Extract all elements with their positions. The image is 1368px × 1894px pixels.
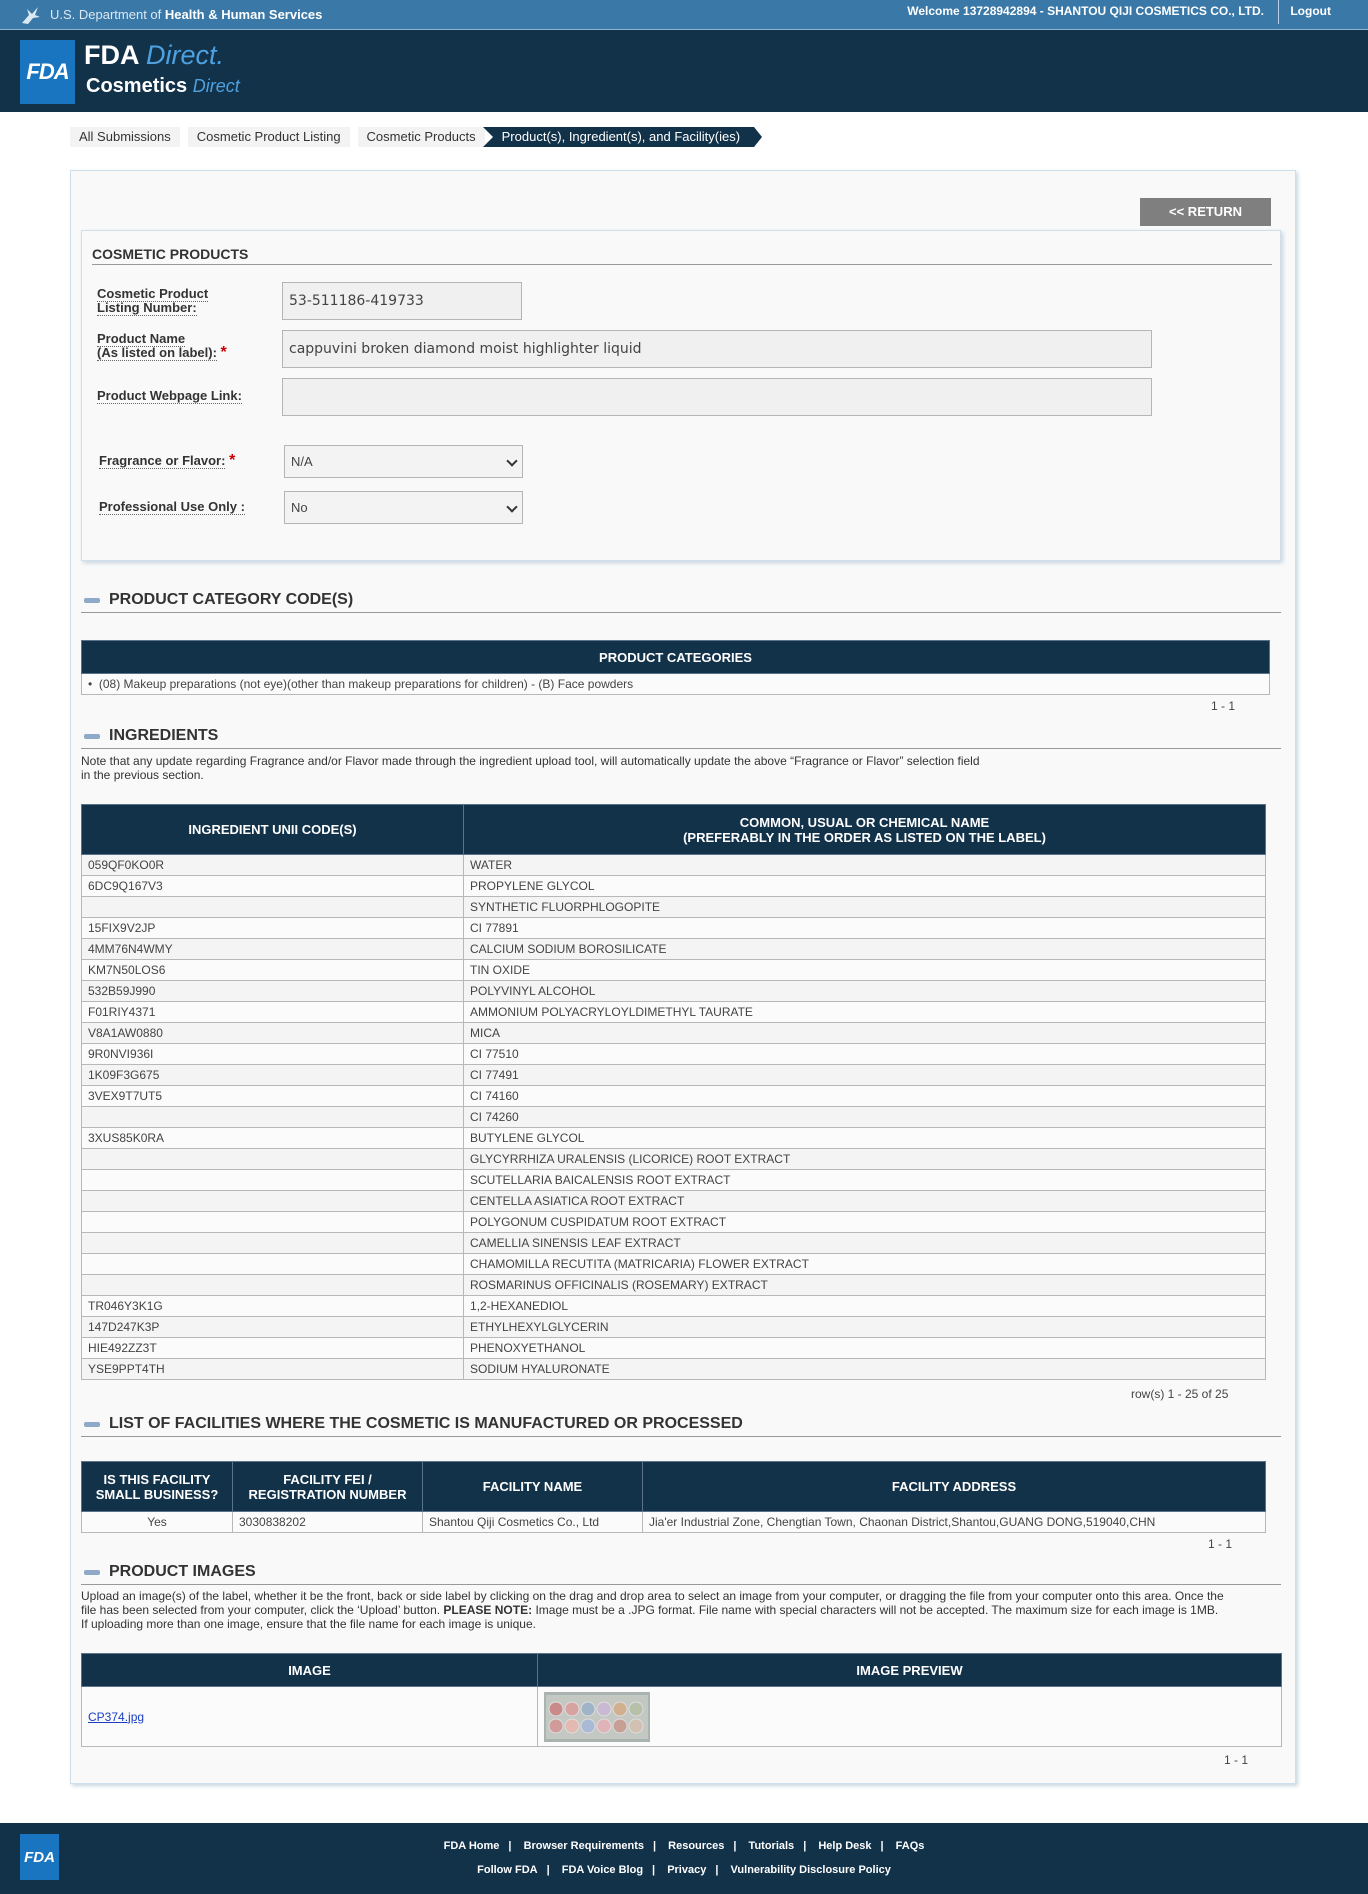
site-footer bbox=[0, 1823, 1368, 1894]
footer-links-row-1: FDA Home | Browser Requirements | Resources | Tutorials | Help Desk | FAQs bbox=[443, 1840, 925, 1852]
product-images-table bbox=[81, 1653, 1282, 1747]
unii-code-cell bbox=[82, 1212, 464, 1233]
fda-logo[interactable]: FDA bbox=[20, 40, 75, 104]
divider bbox=[1278, 0, 1279, 24]
facilities-section-header[interactable] bbox=[81, 1415, 1281, 1437]
ingredient-name-cell: 1,2-HEXANEDIOL bbox=[464, 1296, 1266, 1317]
table-row bbox=[82, 1023, 1266, 1044]
ingredients-section-header[interactable] bbox=[81, 727, 1281, 749]
footer-link-browser-requirements[interactable]: Browser Requirements bbox=[523, 1840, 644, 1852]
ingredient-name-cell: CI 74260 bbox=[464, 1107, 1266, 1128]
product-categories-table bbox=[81, 640, 1270, 695]
ingredient-name-cell: TIN OXIDE bbox=[464, 960, 1266, 981]
product-thumbnail-image[interactable] bbox=[544, 1692, 650, 1742]
column-header-image: IMAGE bbox=[82, 1654, 538, 1687]
facilities-pager: 1 - 1 bbox=[1208, 1537, 1233, 1551]
brand-fda-direct[interactable]: FDA Direct. bbox=[84, 40, 225, 70]
fei-cell: 3030838202 bbox=[233, 1512, 423, 1533]
unii-code-cell: V8A1AW0880 bbox=[82, 1023, 464, 1044]
images-pager: 1 - 1 bbox=[1224, 1753, 1249, 1767]
ingredient-name-cell: CENTELLA ASIATICA ROOT EXTRACT bbox=[464, 1191, 1266, 1212]
ingredient-name-cell: CI 74160 bbox=[464, 1086, 1266, 1107]
ingredient-name-cell: WATER bbox=[464, 855, 1266, 876]
column-header-facility-name: FACILITY NAME bbox=[423, 1462, 643, 1512]
product-images-note: Upload an image(s) of the label, whether it be the front, back or side label by clicking on the drag and drop area to select an image from your computer, or dragging the file from your computer onto this area. Once the file has been selected from your computer, click the ‘Upload’ button. PLEASE NOTE: Image must be a .JPG format. File name with special characters will not be accepted. The maximum size for each image is 1MB. If uploading more than one image, ensure that the file name for each image is unique. bbox=[81, 1589, 1224, 1631]
breadcrumb-current: Product(s), Ingredient(s), and Facility(ies) bbox=[493, 127, 754, 147]
footer-link-tutorials[interactable]: Tutorials bbox=[748, 1840, 795, 1852]
return-button[interactable]: << RETURN bbox=[1140, 198, 1271, 226]
table-row bbox=[82, 1338, 1266, 1359]
column-header-image-preview: IMAGE PREVIEW bbox=[538, 1654, 1282, 1687]
footer-fda-logo[interactable]: FDA bbox=[20, 1834, 59, 1880]
table-row bbox=[82, 1359, 1266, 1380]
unii-code-cell: YSE9PPT4TH bbox=[82, 1359, 464, 1380]
ingredient-name-cell: CI 77891 bbox=[464, 918, 1266, 939]
table-row bbox=[82, 1191, 1266, 1212]
webpage-link-field[interactable] bbox=[282, 378, 1152, 416]
table-row bbox=[82, 918, 1266, 939]
unii-code-cell: 532B59J990 bbox=[82, 981, 464, 1002]
main-panel bbox=[70, 170, 1296, 1784]
ingredient-name-cell: GLYCYRRHIZA URALENSIS (LICORICE) ROOT EXTRACT bbox=[464, 1149, 1266, 1170]
collapse-icon[interactable] bbox=[84, 1570, 100, 1575]
ingredient-name-cell: CALCIUM SODIUM BOROSILICATE bbox=[464, 939, 1266, 960]
ingredient-name-cell: PHENOXYETHANOL bbox=[464, 1338, 1266, 1359]
table-row bbox=[82, 1086, 1266, 1107]
column-header-small-business: IS THIS FACILITY SMALL BUSINESS? bbox=[82, 1462, 233, 1512]
table-row bbox=[82, 960, 1266, 981]
logout-link[interactable]: Logout bbox=[1290, 4, 1331, 18]
hhs-bar bbox=[0, 0, 1368, 30]
unii-code-cell: HIE492ZZ3T bbox=[82, 1338, 464, 1359]
listing-number-label: Cosmetic Product Listing Number: bbox=[97, 286, 209, 315]
ingredient-name-cell: SODIUM HYALURONATE bbox=[464, 1359, 1266, 1380]
section-title: LIST OF FACILITIES WHERE THE COSMETIC IS MANUFACTURED OR PROCESSED bbox=[109, 1415, 743, 1432]
ingredient-name-cell: BUTYLENE GLYCOL bbox=[464, 1128, 1266, 1149]
table-row bbox=[82, 897, 1266, 918]
collapse-icon[interactable] bbox=[84, 598, 100, 603]
breadcrumb bbox=[70, 127, 762, 147]
unii-code-cell bbox=[82, 1149, 464, 1170]
ingredients-pager: row(s) 1 - 25 of 25 bbox=[1131, 1387, 1229, 1401]
footer-link-follow-fda[interactable]: Follow FDA bbox=[477, 1864, 538, 1876]
table-row bbox=[82, 1044, 1266, 1065]
unii-code-cell: 3VEX9T7UT5 bbox=[82, 1086, 464, 1107]
column-header: PRODUCT CATEGORIES bbox=[82, 641, 1270, 674]
unii-code-cell: 3XUS85K0RA bbox=[82, 1128, 464, 1149]
unii-code-cell: 1K09F3G675 bbox=[82, 1065, 464, 1086]
unii-code-cell: 147D247K3P bbox=[82, 1317, 464, 1338]
product-category-section-header[interactable] bbox=[81, 591, 1281, 613]
unii-code-cell: TR046Y3K1G bbox=[82, 1296, 464, 1317]
table-row bbox=[82, 1233, 1266, 1254]
unii-code-cell bbox=[82, 1191, 464, 1212]
ingredient-name-cell: CI 77491 bbox=[464, 1065, 1266, 1086]
unii-code-cell: 059QF0KO0R bbox=[82, 855, 464, 876]
unii-code-cell bbox=[82, 1107, 464, 1128]
image-preview-cell bbox=[538, 1687, 1282, 1747]
footer-link-privacy[interactable]: Privacy bbox=[667, 1864, 707, 1876]
ingredient-name-cell: ROSMARINUS OFFICINALIS (ROSEMARY) EXTRACT bbox=[464, 1275, 1266, 1296]
listing-number-field[interactable]: 53-511186-419733 bbox=[282, 282, 522, 320]
webpage-link-label: Product Webpage Link: bbox=[97, 388, 242, 403]
table-row bbox=[82, 1149, 1266, 1170]
section-title: INGREDIENTS bbox=[109, 727, 219, 744]
table-row bbox=[82, 1275, 1266, 1296]
table-row bbox=[82, 1107, 1266, 1128]
table-row bbox=[82, 1212, 1266, 1233]
breadcrumb-cosmetic-products[interactable]: Cosmetic Products bbox=[358, 127, 485, 147]
footer-link-help-desk[interactable]: Help Desk bbox=[818, 1840, 872, 1852]
fragrance-label: Fragrance or Flavor: * bbox=[99, 452, 236, 469]
chevron-down-icon bbox=[506, 455, 517, 466]
professional-use-label: Professional Use Only : bbox=[99, 499, 245, 514]
ingredient-name-cell: CAMELLIA SINENSIS LEAF EXTRACT bbox=[464, 1233, 1266, 1254]
table-row bbox=[82, 1065, 1266, 1086]
unii-code-cell: 9R0NVI936I bbox=[82, 1044, 464, 1065]
ingredient-name-cell: SCUTELLARIA BAICALENSIS ROOT EXTRACT bbox=[464, 1170, 1266, 1191]
footer-links-row-2: Follow FDA | FDA Voice Blog | Privacy | Vulnerability Disclosure Policy bbox=[477, 1864, 891, 1876]
table-row bbox=[82, 1170, 1266, 1191]
unii-code-cell bbox=[82, 1170, 464, 1191]
table-row bbox=[82, 981, 1266, 1002]
table-row bbox=[82, 876, 1266, 897]
hhs-eagle-icon bbox=[20, 5, 42, 25]
facilities-table bbox=[81, 1461, 1266, 1533]
table-row bbox=[82, 1512, 1266, 1533]
brand-cosmetics-direct[interactable]: Cosmetics Direct bbox=[86, 75, 240, 97]
unii-code-cell: F01RIY4371 bbox=[82, 1002, 464, 1023]
unii-code-cell bbox=[82, 1254, 464, 1275]
ingredient-name-cell: AMMONIUM POLYACRYLOYLDIMETHYL TAURATE bbox=[464, 1002, 1266, 1023]
table-row bbox=[82, 1002, 1266, 1023]
hhs-department[interactable]: U.S. Department of Health & Human Services bbox=[50, 7, 323, 22]
ingredient-name-cell: ETHYLHEXYLGLYCERIN bbox=[464, 1317, 1266, 1338]
footer-link-vulnerability-disclosure[interactable]: Vulnerability Disclosure Policy bbox=[730, 1864, 891, 1876]
unii-code-cell: 6DC9Q167V3 bbox=[82, 876, 464, 897]
footer-link-fda-voice-blog[interactable]: FDA Voice Blog bbox=[561, 1864, 644, 1876]
product-name-label: Product Name (As listed on label): * bbox=[97, 331, 227, 361]
column-header-unii: INGREDIENT UNII CODE(S) bbox=[82, 805, 464, 855]
image-file-link[interactable]: CP374.jpg bbox=[88, 1709, 145, 1724]
unii-code-cell bbox=[82, 1233, 464, 1254]
ingredients-table bbox=[81, 804, 1266, 1380]
ingredient-name-cell: MICA bbox=[464, 1023, 1266, 1044]
site-header bbox=[0, 30, 1368, 112]
facility-name-cell: Shantou Qiji Cosmetics Co., Ltd bbox=[423, 1512, 643, 1533]
unii-code-cell bbox=[82, 1275, 464, 1296]
table-row bbox=[82, 1296, 1266, 1317]
ingredient-name-cell: POLYVINYL ALCOHOL bbox=[464, 981, 1266, 1002]
cosmetic-products-title: COSMETIC PRODUCTS bbox=[92, 246, 1272, 265]
footer-link-resources[interactable]: Resources bbox=[668, 1840, 725, 1852]
unii-code-cell bbox=[82, 897, 464, 918]
unii-code-cell: 4MM76N4WMY bbox=[82, 939, 464, 960]
chevron-down-icon bbox=[506, 501, 517, 512]
table-row bbox=[82, 939, 1266, 960]
table-row: • (08) Makeup preparations (not eye)(other than makeup preparations for children) - (B) Face powders bbox=[82, 674, 1270, 695]
table-row bbox=[82, 855, 1266, 876]
breadcrumb-cosmetic-product-listing[interactable]: Cosmetic Product Listing bbox=[188, 127, 350, 147]
unii-code-cell: KM7N50LOS6 bbox=[82, 960, 464, 981]
welcome-text: Welcome 13728942894 - SHANTOU QIJI COSMETICS CO., LTD. bbox=[907, 4, 1264, 18]
ingredient-name-cell: CHAMOMILLA RECUTITA (MATRICARIA) FLOWER EXTRACT bbox=[464, 1254, 1266, 1275]
table-row bbox=[82, 1317, 1266, 1338]
product-images-section-header[interactable] bbox=[81, 1563, 1281, 1585]
collapse-icon[interactable] bbox=[84, 734, 100, 739]
fragrance-select[interactable]: N/A bbox=[284, 445, 523, 478]
ingredient-name-cell: CI 77510 bbox=[464, 1044, 1266, 1065]
footer-link-fda-home[interactable]: FDA Home bbox=[443, 1840, 500, 1852]
column-header-fei: FACILITY FEI / REGISTRATION NUMBER bbox=[233, 1462, 423, 1512]
cosmetic-products-box bbox=[81, 230, 1281, 561]
table-row bbox=[82, 1687, 1282, 1747]
table-row bbox=[82, 1254, 1266, 1275]
column-header-name: COMMON, USUAL OR CHEMICAL NAME (PREFERABLY IN THE ORDER AS LISTED ON THE LABEL) bbox=[464, 805, 1266, 855]
ingredients-note: Note that any update regarding Fragrance and/or Flavor made through the ingredient upload tool, will automatically update the above “Fragrance or Flavor” selection field in the previous section. bbox=[81, 754, 980, 782]
breadcrumb-all-submissions[interactable]: All Submissions bbox=[70, 127, 180, 147]
image-file-cell bbox=[82, 1687, 538, 1747]
section-title: PRODUCT CATEGORY CODE(S) bbox=[109, 591, 354, 608]
ingredient-name-cell: PROPYLENE GLYCOL bbox=[464, 876, 1266, 897]
collapse-icon[interactable] bbox=[84, 1422, 100, 1427]
professional-use-select[interactable]: No bbox=[284, 491, 523, 524]
small-business-cell: Yes bbox=[82, 1512, 233, 1533]
column-header-facility-address: FACILITY ADDRESS bbox=[643, 1462, 1266, 1512]
table-row bbox=[82, 1128, 1266, 1149]
footer-link-faqs[interactable]: FAQs bbox=[895, 1840, 925, 1852]
categories-pager: 1 - 1 bbox=[1211, 699, 1236, 713]
product-name-field[interactable]: cappuvini broken diamond moist highlighter liquid bbox=[282, 330, 1152, 368]
section-title: PRODUCT IMAGES bbox=[109, 1563, 256, 1580]
unii-code-cell: 15FIX9V2JP bbox=[82, 918, 464, 939]
ingredient-name-cell: SYNTHETIC FLUORPHLOGOPITE bbox=[464, 897, 1266, 918]
facility-address-cell: Jia'er Industrial Zone, Chengtian Town, Chaonan District,Shantou,GUANG DONG,519040,CHN bbox=[643, 1512, 1266, 1533]
ingredient-name-cell: POLYGONUM CUSPIDATUM ROOT EXTRACT bbox=[464, 1212, 1266, 1233]
